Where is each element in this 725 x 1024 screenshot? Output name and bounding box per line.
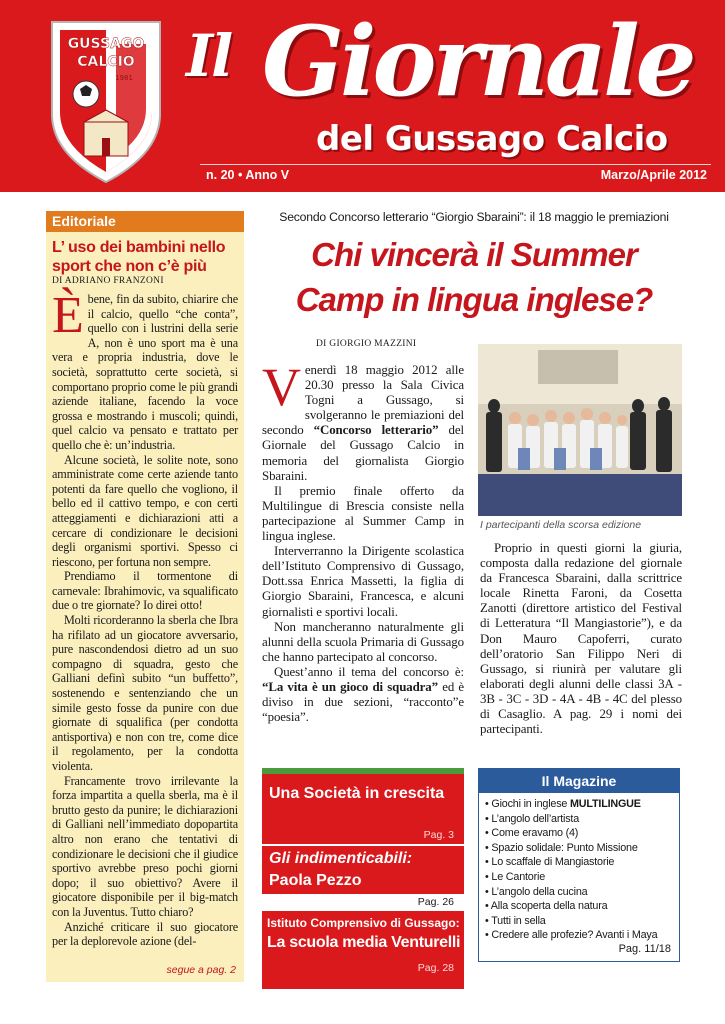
editoriale-paragraph: Alcune società, le solite note, sono amministrate come certe aziende tanto potenti da fare quello che vogliono, il bello ed il cattivo tempo, e con certi atteggiamenti e dichiarazioni atti a cercare di condizionare le decisioni degli organismi sportivi. Spesso ci riescono, per fortuna non sempre. [52,452,238,569]
article-column-2 [480,541,682,737]
magazine-list [479,793,679,943]
issue-number: n. 20 • Anno V [206,168,290,182]
promo-divider [262,844,464,846]
editoriale-paragraph: Anziché criticare il suo giocatore per la deplorevole azione (del- [52,919,238,949]
magazine-item[interactable]: • Lo scaffale di Mangiastorie [485,856,615,869]
editoriale-title: L’ uso dei bambini nello sport che non c’è più [52,239,226,275]
article-paragraph: Non mancheranno naturalmente gli alunni della scuola Primaria di Gussago che hanno partecipato al concorso. [262,619,464,664]
article-kicker: Secondo Concorso letterario “Giorgio Sbaraini”: il 18 maggio le premiazioni [279,210,669,224]
editoriale-tab: Editoriale [46,211,244,232]
magazine-pages: Pag. 11/18 [618,943,671,955]
promo-item-page: Pag. 3 [423,829,454,841]
editoriale-author: DI ADRIANO FRANZONI [52,276,164,286]
article-author: DI GIORGIO MAZZINI [316,339,417,349]
editoriale-dropcap: È [52,287,84,344]
article-dropcap: V [262,357,301,417]
promo-item-page: Pag. 26 [417,896,454,908]
editoriale-paragraph: Francamente trovo irrilevante la forza impartita a quella sberla, ma è il brutto gesto da punire; le dichiarazioni di Galliani nell’immediato dopopartita altro non erano che tentativi di condizionare le decisioni che il giudice sportivo avrebbe preso pochi giorni dopo; il suo obiettivo? Avere il giocatore disponibile per il big-match con la Juventus. Tutto chiaro? [52,773,238,919]
article-paragraph: Quest’anno il tema del concorso è: “La vita è un gioco di squadra” ed è diviso in due sezioni, “racconto”e “poesia”. [262,664,464,725]
magazine-box [478,768,680,962]
promo-item-title[interactable]: La scuola media Venturelli [267,934,461,951]
article-column-1 [262,357,465,725]
editoriale-paragraph: Prendiamo il tormentone di carnevale: Ibrahimovic, va squalificato due o tre giornate? Io direi otto! [52,569,238,613]
promo-item-page: Pag. 28 [417,962,454,974]
promo-box [262,768,464,983]
masthead-subtitle: del Gussago Calcio [316,119,668,159]
masthead-divider [200,164,711,165]
svg-text:GUSSAGO: GUSSAGO [67,36,145,52]
magazine-header: Il Magazine [479,769,679,793]
magazine-item[interactable]: • Alla scoperta della natura [485,900,608,913]
editoriale-column [46,211,244,982]
promo-item-title[interactable]: Una Società in crescita [269,785,445,802]
editoriale-continue-link[interactable]: segue a pag. 2 [166,964,236,976]
magazine-item[interactable]: • L’angolo dell’artista [485,812,580,825]
article-paragraph: Proprio in questi giorni la giuria, composta dalla redazione del giornale da Francesca Sbaraini, dalla scrittrice locale Rinetta Faroni, da Cosetta Zanotti (direttore artistico del Festival di Letteratura “Il Mangiastorie”), e da Don Mauro Capoferri, curato dell’oratorio San Filippo Neri di Gussago, si riunirà per valutare gli elaborati degli alunni delle classi 3A - 3B - 3C - 3D - 4A - 4B - 4C del plesso di Casaglio. A pag. 29 i nomi dei partecipanti. [480,541,682,737]
svg-text:1981: 1981 [115,74,133,82]
masthead-title: Giornale [262,5,693,118]
article-paragraph: Venerdì 18 maggio 2012 alle 20.30 presso la Sala Civica Togni a Gussago, si svolgeranno le premiazioni del secondo “Concorso letterario” del Giornale del Gussago Calcio in memoria del giornalista Giorgio Sbaraini. [262,357,465,483]
promo-item-kicker: Istituto Comprensivo di Gussago: [267,916,460,930]
article-paragraph: Il premio finale offerto da Multilingue di Brescia consiste nella partecipazione al Summer Camp in lingua inglese. [262,483,464,544]
editoriale-paragraph: Èbene, fin da subito, chiarire che il calcio, quello “che conta”, quello con i lustrini della serie A, non è uno sport ma è una vera e propria industria, dove le società, soprattutto certe società, si comportano proprio come le più grandi aziende italiane, facendo la voce grossa e mostrando i muscoli; quindi, quel calcio va pensato e trattato per quello che è: un’industria. [52,287,238,452]
editoriale-body [46,286,244,949]
magazine-item[interactable]: • L’angolo della cucina [485,885,588,898]
article-headline: Chi vincerà il Summer Camp in lingua inglese? [295,236,653,318]
magazine-item[interactable]: • Come eravamo (4) [485,827,579,840]
photo-caption: I partecipanti della scorsa edizione [480,519,642,531]
editoriale-paragraph: Molti ricorderanno la sberla che Ibra ha rifilato ad un giocatore avversario, pure nascondendosi dietro ad un suo compagno di squadra, gesto che Galliani definì subito “un buffetto”, sostenendo e sentenziando che un simile gesto fosse da punire con due giornate di squalifica (per condotta antisportiva) e non con tre, come dice il regolamento, per la condotta violenta. [52,613,238,773]
promo-item-subtitle[interactable]: Paola Pezzo [269,872,362,889]
masthead-title-il: Il [186,22,232,90]
magazine-item[interactable]: • Spazio solidale: Punto Missione [485,841,638,854]
magazine-item[interactable]: • Credere alle profezie? Avanti i Maya [485,929,658,942]
magazine-item[interactable]: • Le Cantorie [485,870,546,883]
promo-item-title[interactable]: Gli indimenticabili: [269,850,413,867]
masthead [0,0,725,192]
gussago-calcio-logo [46,14,166,186]
issue-date: Marzo/Aprile 2012 [600,168,707,182]
magazine-item[interactable]: • Tutti in sella [485,914,546,927]
svg-text:CALCIO: CALCIO [77,54,135,70]
magazine-item[interactable]: • Giochi in inglese MULTILINGUE [485,798,641,810]
article-paragraph: Interverranno la Dirigente scolastica dell’Istituto Comprensivo di Gussago, Dott.ssa Enrica Massetti, la figlia di Giorgio Sbaraini, Francesca, e alcuni giornalisti e sportivi locali. [262,544,464,619]
event-photo [478,344,682,516]
